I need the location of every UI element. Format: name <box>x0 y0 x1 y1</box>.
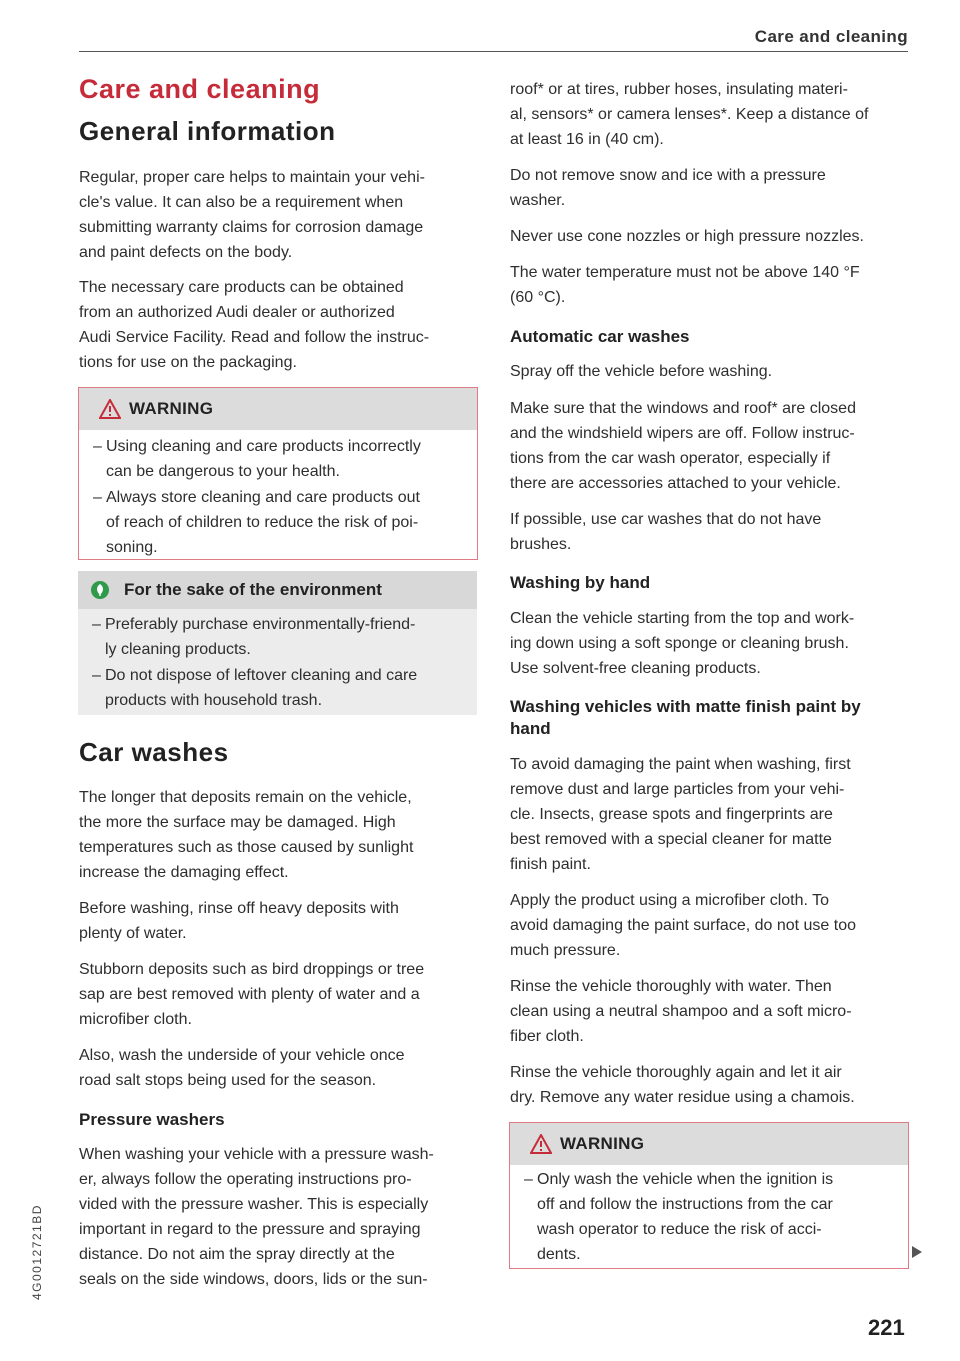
matte-paragraph-3: Rinse the vehicle thoroughly with water. Then clean using a neutral shampoo and a soft micro- fiber cloth. <box>510 978 852 1045</box>
page-number: 221 <box>868 1315 905 1340</box>
section-heading-car-washes: Car washes <box>79 737 229 767</box>
warning-box <box>509 1122 909 1269</box>
warning-title: WARNING <box>560 1134 645 1153</box>
warning-title: WARNING <box>129 399 214 418</box>
warning-box <box>78 387 478 560</box>
warning-item: – Only wash the vehicle when the ignition is off and follow the instructions from the car wash operator to reduce the risk of acci- dents. <box>524 1171 834 1263</box>
matte-paragraph-2: Apply the product using a microfiber cloth. To avoid damaging the paint surface, do not use too much pressure. <box>510 892 857 959</box>
chapter-title: Care and cleaning <box>79 74 321 104</box>
car-washes-paragraph-4: Also, wash the underside of your vehicle once road salt stops being used for the season. <box>79 1047 405 1089</box>
pressure-paragraph-2: Do not remove snow and ice with a pressure washer. <box>510 167 826 209</box>
continue-arrow-icon <box>912 1246 922 1258</box>
environment-title: For the sake of the environment <box>124 580 382 599</box>
section-heading-general: General information <box>79 116 336 146</box>
environment-note-box <box>78 571 477 715</box>
environment-item: – Do not dispose of leftover cleaning and care products with household trash. <box>92 667 418 709</box>
subheading-pressure-washers: Pressure washers <box>79 1110 225 1129</box>
document-code: 4G0012721BD <box>30 1204 44 1300</box>
automatic-paragraph-1: Spray off the vehicle before washing. <box>510 363 773 380</box>
pressure-paragraph-1: When washing your vehicle with a pressure wash- er, always follow the operating instructions pro- vided with the pressure washer. This is especially important in regard to the pressure and spraying distance. Do not aim the spray directly at the seals on the side windows, doors, lids or the sun- <box>79 1146 434 1288</box>
by-hand-paragraph-1: Clean the vehicle starting from the top and work- ing down using a soft sponge or cleaning brush. Use solvent-free cleaning products. <box>510 610 855 677</box>
subheading-automatic-car-washes: Automatic car washes <box>510 327 690 346</box>
running-head: Care and cleaning <box>754 27 908 46</box>
car-washes-paragraph-1: The longer that deposits remain on the vehicle, the more the surface may be damaged. High temperatures such as those caused by sunlight increase the damaging effect. <box>79 789 414 881</box>
header-rule <box>79 51 908 52</box>
pressure-paragraph-1-continued: roof* or at tires, rubber hoses, insulating materi- al, sensors* or camera lenses*. Keep a distance of at least 16 in (40 cm). <box>510 81 869 148</box>
subheading-washing-by-hand: Washing by hand <box>510 573 651 592</box>
matte-paragraph-1: To avoid damaging the paint when washing, first remove dust and large particles from your vehi- cle. Insects, grease spots and fingerprints are best removed with a special cleaner for matte finish paint. <box>510 756 851 873</box>
pressure-paragraph-3: Never use cone nozzles or high pressure nozzles. <box>510 228 864 245</box>
pressure-paragraph-4: The water temperature must not be above 140 °F (60 °C). <box>510 264 860 306</box>
general-paragraph-2: The necessary care products can be obtained from an authorized Audi dealer or authorized Audi Service Facility. Read and follow the instruc- tions for use on the packaging. <box>79 279 430 371</box>
automatic-paragraph-3: If possible, use car washes that do not have brushes. <box>510 511 822 553</box>
car-washes-paragraph-3: Stubborn deposits such as bird droppings or tree sap are best removed with plenty of water and a microfiber cloth. <box>79 961 425 1028</box>
automatic-paragraph-2: Make sure that the windows and roof* are closed and the windshield wipers are off. Follow instruc- tions from the car wash operator, especially if there are accessories attached to your vehicle. <box>510 400 856 492</box>
environment-item: – Preferably purchase environmentally-friend- ly cleaning products. <box>92 616 416 658</box>
matte-paragraph-4: Rinse the vehicle thoroughly again and let it air dry. Remove any water residue using a chamois. <box>510 1064 855 1106</box>
subheading-matte-finish: Washing vehicles with matte finish paint by hand <box>510 697 861 738</box>
warning-item: – Using cleaning and care products incorrectly can be dangerous to your health. <box>93 438 421 480</box>
warning-header <box>510 1123 908 1165</box>
car-washes-paragraph-2: Before washing, rinse off heavy deposits with plenty of water. <box>79 900 399 942</box>
environment-header <box>78 571 477 609</box>
environment-leaf-icon <box>90 580 110 600</box>
general-paragraph-1: Regular, proper care helps to maintain your vehi- cle's value. It can also be a requirement when submitting warranty claims for corrosion damage and paint defects on the body. <box>79 169 425 261</box>
warning-triangle-icon <box>99 399 121 419</box>
warning-header <box>79 388 477 430</box>
warning-item: – Always store cleaning and care products out of reach of children to reduce the risk of poi- soning. <box>93 489 420 556</box>
warning-triangle-icon <box>530 1134 552 1154</box>
